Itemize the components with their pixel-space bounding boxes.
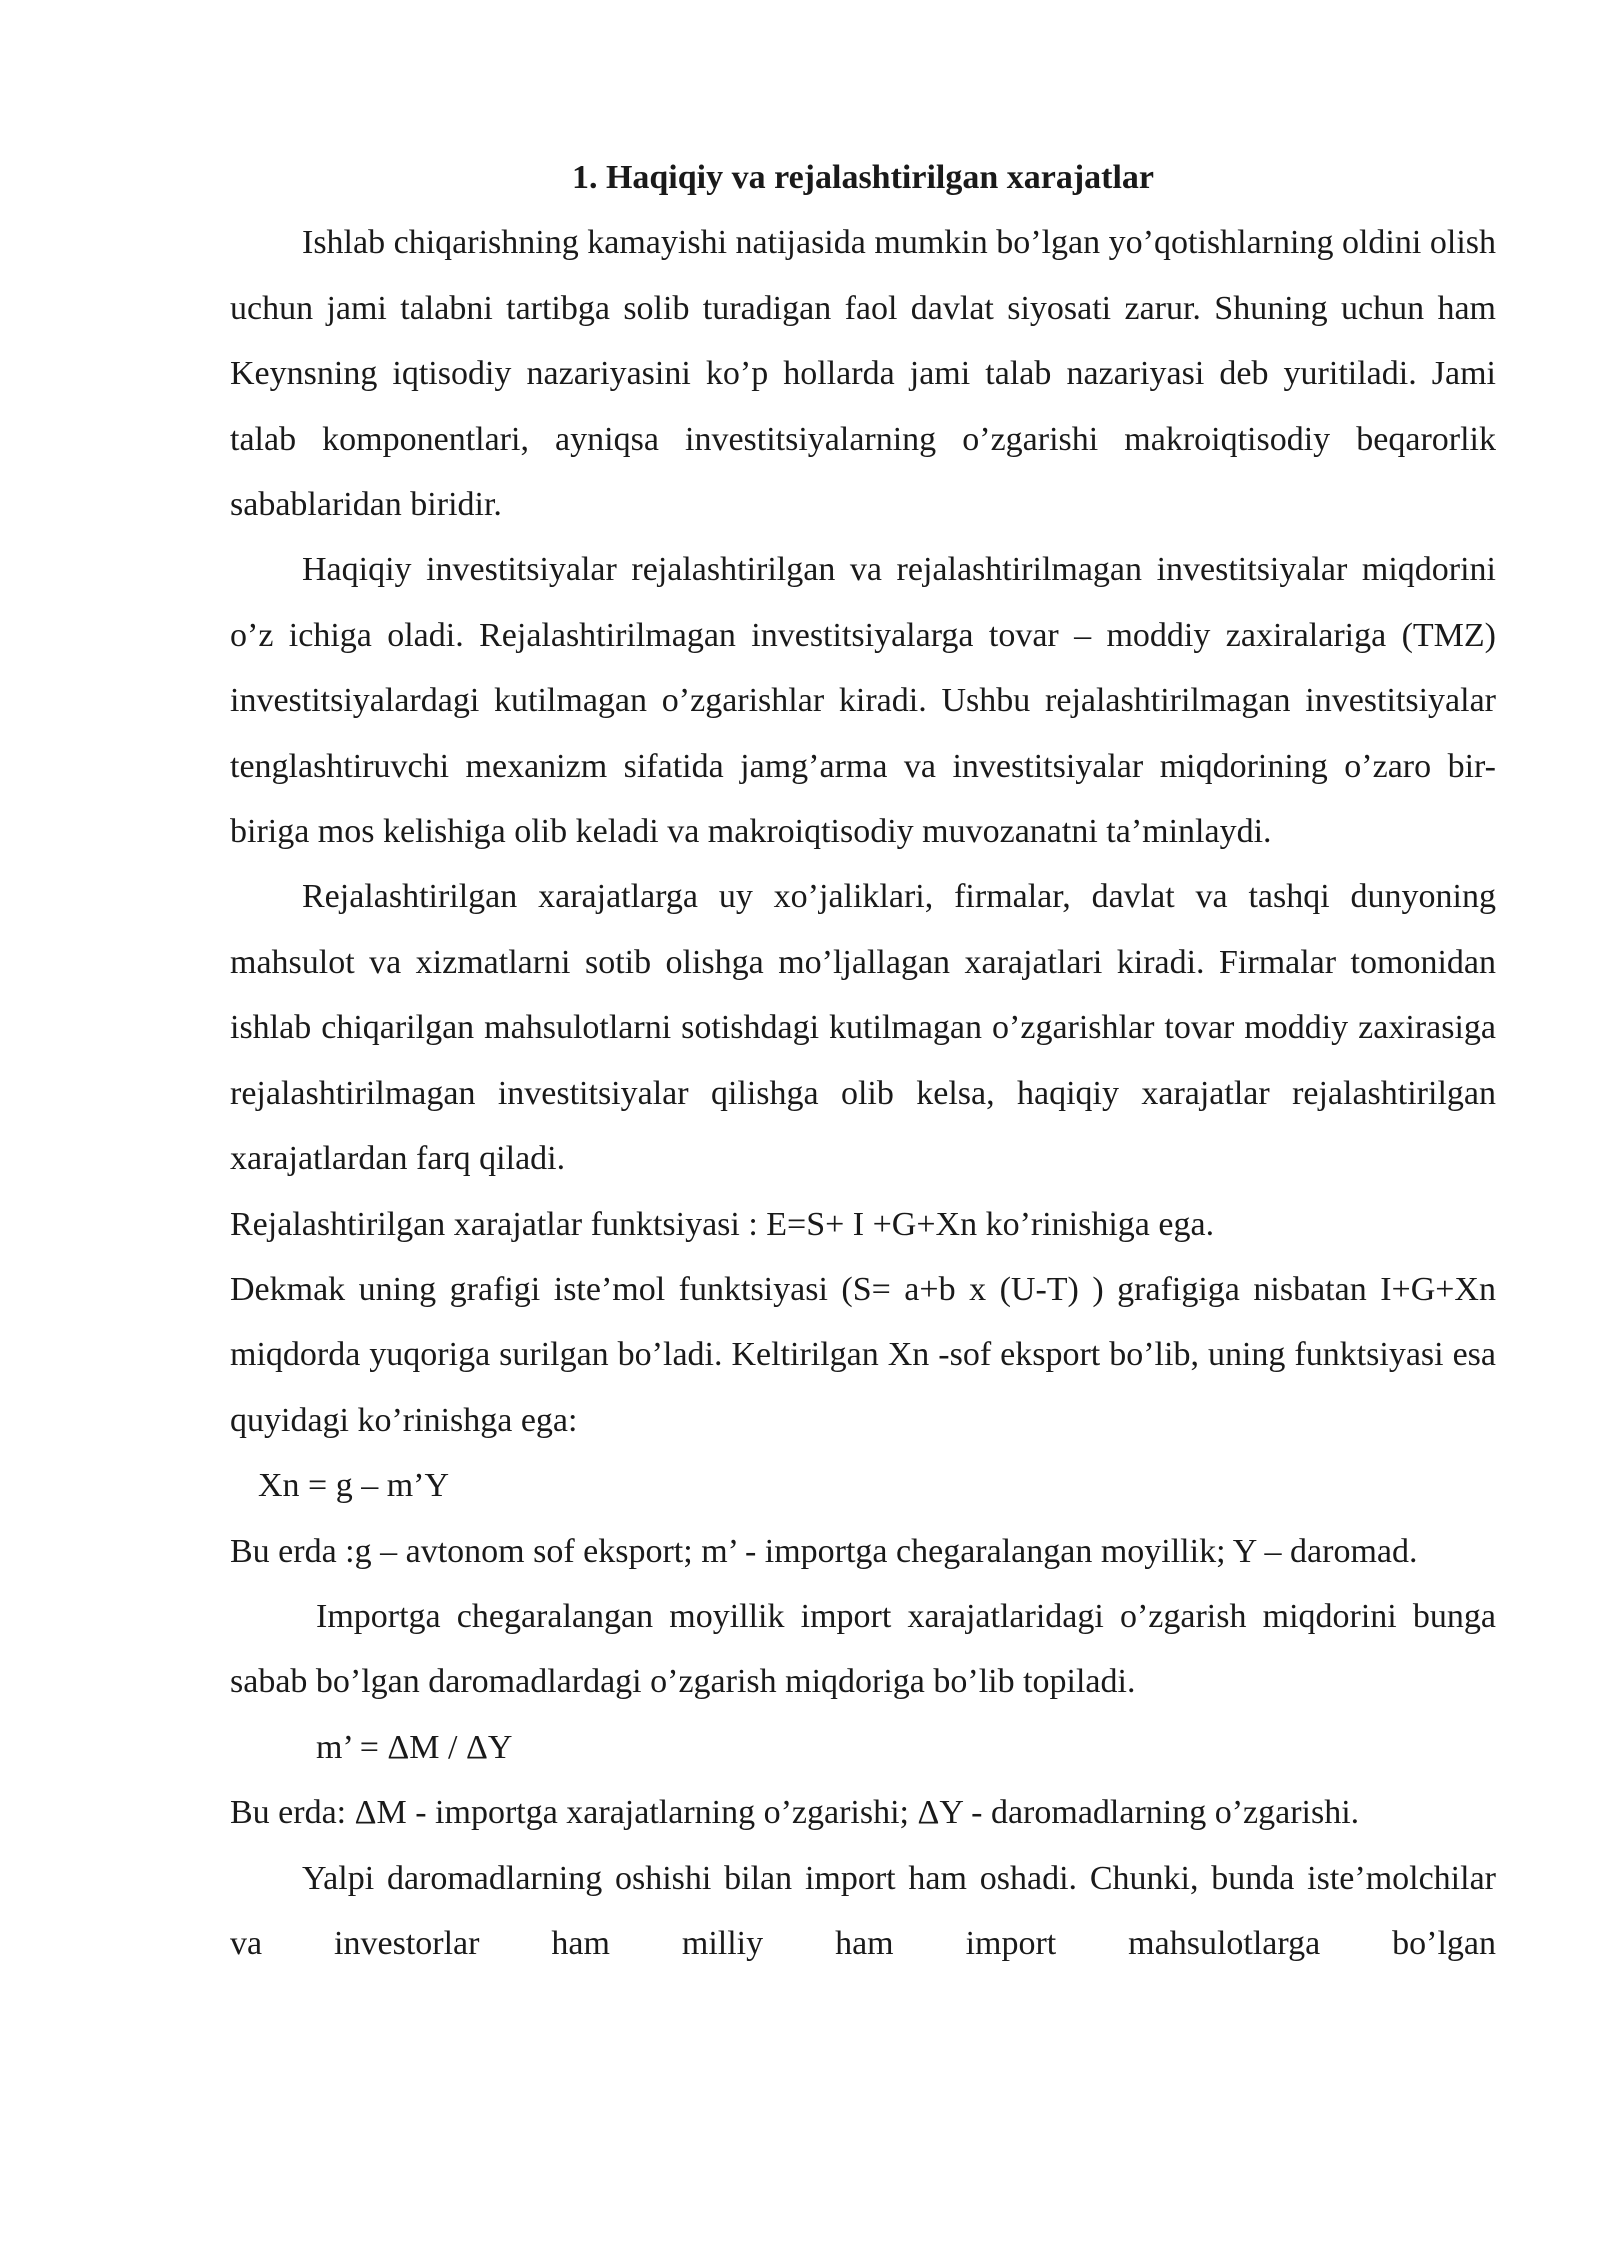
paragraph-8: Bu erda: ΔM - importga xarajatlarning o’zgarishi; ΔY - daromadlarning o’zgarishi. [230,1794,1360,1832]
paragraph-4: Rejalashtirilgan xarajatlar funktsiyasi : E=S+ I +G+Xn ko’rinishiga ega. [230,1205,1215,1243]
paragraph-9: Yalpi daromadlarning oshishi bilan import ham oshadi. Chunki, bunda iste’molchilar va investorlar ham milliy ham import mahsulotlarga bo’lgan [230,1859,1496,1962]
paragraph-1: Ishlab chiqarishning kamayishi natijasida mumkin bo’lgan yo’qotishlarning oldini olish uchun jami talabni tartibga solib turadigan faol davlat siyosati zarur. Shuning uchun ham Keynsning iqtisodiy nazariyasini ko’p hollarda jami talab nazariyasi deb yuritiladi. Jami talab komponentlari, ayniqsa investitsiyalarning o’zgarishi makroiqtisodiy beqarorlik sabablaridan biridir. [230,224,1496,524]
paragraph-6: Bu erda :g – avtonom sof eksport; m’ - importga chegaralangan moyillik; Y – daromad. [230,1532,1418,1570]
paragraph-2: Haqiqiy investitsiyalar rejalashtirilgan va rejalashtirilmagan investitsiyalar miqdorini o’z ichiga oladi. Rejalashtirilmagan investitsiyalarga tovar – moddiy zaxiralariga (TMZ) investitsiyalardagi kutilmagan o’zgarishlar kiradi. Ushbu rejalashtirilmagan investitsiyalar tenglashtiruvchi mexanizm sifatida jamg’arma va investitsiyalar miqdorining o’zaro bir-biriga mos kelishiga olib keladi va makroiqtisodiy muvozanatni ta’minlaydi. [230,551,1496,851]
paragraph-3: Rejalashtirilgan xarajatlarga uy xo’jaliklari, firmalar, davlat va tashqi dunyoning mahsulot va xizmatlarni sotib olishga mo’ljallagan xarajatlari kiradi. Firmalar tomonidan ishlab chiqarilgan mahsulotlarni sotishdagi kutilmagan o’zgarishlar tovar moddiy zaxirasiga rejalashtirilmagan investitsiyalar qilishga olib kelsa, haqiqiy xarajatlar rejalashtirilgan xarajatlardan farq qiladi. [230,878,1496,1178]
paragraph-5: Dekmak uning grafigi iste’mol funktsiyasi (S= a+b x (U-T) ) grafigiga nisbatan I+G+Xn miqdorda yuqoriga surilgan bo’ladi. Keltirilgan Xn -sof eksport bo’lib, uning funktsiyasi esa quyidagi ko’rinishga ega: [230,1270,1496,1439]
formula-net-export: Xn = g – m’Y [258,1467,450,1505]
paragraph-7: Importga chegaralangan moyillik import xarajatlaridagi o’zgarish miqdorini bunga sabab bo’lgan daromadlardagi o’zgarish miqdoriga bo’lib topiladi. [230,1597,1496,1701]
section-title: 1. Haqiqiy va rejalashtirilgan xarajatlar [571,159,1155,196]
formula-import-propensity: m’ = ΔM / ΔY [316,1728,513,1766]
document-body [230,145,1496,1976]
